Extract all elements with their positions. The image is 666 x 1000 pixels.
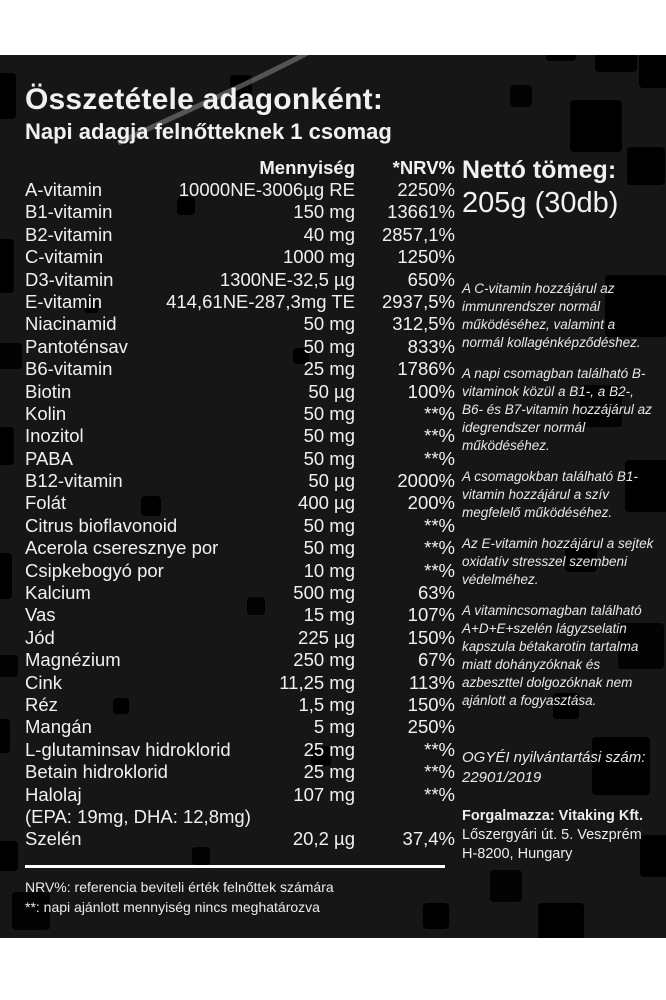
ingredient-name: B1-vitamin	[25, 201, 113, 223]
ingredient-name: Niacinamid	[25, 313, 117, 335]
ingredient-nrv: 833%	[407, 335, 455, 357]
page-title: Összetétele adagonként:	[25, 83, 384, 116]
ingredient-name: C-vitamin	[25, 246, 104, 268]
ingredient-name: B2-vitamin	[25, 223, 113, 245]
ingredient-amount: 40 mg	[303, 223, 355, 245]
ingredient-name: B12-vitamin	[25, 470, 123, 492]
health-claim: A napi csomagban található B-vitaminok közül a B1-, a B2-, B6- és B7-vitamin hozzájárul az idegrendszer normál működéséhez.	[462, 366, 652, 453]
ingredient-nrv: **%	[424, 783, 455, 805]
ingredient-amount: 1,5 mg	[298, 693, 355, 715]
distributor-name: Forgalmazza: Vitaking Kft.	[462, 808, 644, 824]
ingredient-name: Betain hidroklorid	[25, 761, 168, 783]
table-row	[25, 425, 455, 447]
ingredient-name: Cink	[25, 671, 63, 693]
table-row	[25, 694, 455, 716]
ingredient-nrv: **%	[424, 537, 455, 559]
table-row	[25, 537, 455, 559]
footnote: NRV%: referencia beviteli érték felnőttek számára	[25, 878, 334, 895]
ingredient-amount: 50 mg	[303, 402, 355, 424]
table-row	[25, 336, 455, 358]
ingredient-nrv: **%	[424, 514, 455, 536]
ingredient-nrv: 37,4%	[402, 828, 455, 850]
ingredient-name: Magnézium	[25, 649, 121, 671]
net-weight-block	[462, 155, 618, 221]
table-header-row	[25, 157, 455, 179]
ingredient-amount: 11,25 mg	[279, 671, 355, 693]
supplement-facts-section	[25, 83, 455, 917]
footnote: **: napi ajánlott mennyiség nincs meghatározva	[25, 898, 320, 915]
ingredient-name: Kolin	[25, 402, 67, 424]
table-row	[25, 604, 455, 626]
distributor-address-line1: Lőszergyári út. 5. Veszprém	[462, 827, 642, 843]
table-row	[25, 201, 455, 223]
ingredient-amount: 50 mg	[303, 447, 355, 469]
distributor-address-line2: H-8200, Hungary	[462, 846, 573, 862]
ingredient-amount: 25 mg	[303, 358, 355, 380]
ingredient-nrv: **%	[424, 738, 455, 760]
ingredient-amount: 50 mg	[303, 313, 355, 335]
product-label	[0, 55, 666, 938]
ingredient-nrv: 2250%	[397, 179, 455, 200]
health-claim: A vitamincsomagban található A+D+E+szelén lágyzselatin kapszula bétakarotin tartalma miatt dohányzóknak és azbeszttel dolgozóknak nem ajánlott a fogyasztása.	[462, 603, 642, 708]
ingredient-amount: 225 µg	[298, 626, 355, 648]
ingredient-name: Halolaj	[25, 783, 82, 805]
ingredient-nrv: 2857,1%	[381, 223, 455, 245]
table-row	[25, 470, 455, 492]
ingredient-nrv: 13661%	[387, 201, 455, 223]
table-row	[25, 672, 455, 694]
ingredient-name: Pantoténsav	[25, 335, 128, 357]
table-row	[25, 716, 455, 738]
ingredient-amount: 50 mg	[303, 537, 355, 559]
health-claim: A C-vitamin hozzájárul az immunrendszer normál működéséhez, valamint a normál kollagénképződéshez.	[462, 281, 641, 350]
ingredient-nrv: **%	[424, 402, 455, 424]
ingredient-nrv: 312,5%	[392, 313, 455, 335]
table-row	[25, 246, 455, 268]
ingredients-table-body	[25, 179, 455, 851]
ingredient-nrv: 113%	[409, 671, 455, 693]
ingredient-nrv: 150%	[407, 693, 455, 715]
ingredient-nrv: **%	[424, 559, 455, 581]
table-divider	[25, 865, 445, 868]
ingredient-name: E-vitamin	[25, 290, 103, 312]
table-row	[25, 492, 455, 514]
ingredient-amount: 5 mg	[313, 716, 355, 738]
ingredient-name: Csipkebogyó por	[25, 559, 164, 581]
table-row	[25, 761, 455, 783]
ingredient-name: Acerola cseresznye por	[25, 537, 219, 559]
table-row	[25, 381, 455, 403]
table-row	[25, 403, 455, 425]
ingredient-nrv: **%	[424, 761, 455, 783]
ingredient-amount: 25 mg	[303, 761, 355, 783]
ingredient-amount: 1300NE-32,5 µg	[219, 268, 355, 290]
health-claim: A csomagokban található B1-vitamin hozzájárul a szív megfelelő működéséhez.	[462, 469, 638, 520]
table-row	[25, 291, 455, 313]
health-claim: Az E-vitamin hozzájárul a sejtek oxidatív stresszel szembeni védelméhez.	[462, 536, 654, 587]
table-row	[25, 806, 455, 828]
ingredient-amount: 15 mg	[303, 604, 355, 626]
ingredient-nrv: 200%	[407, 492, 455, 514]
ingredient-name: Jód	[25, 626, 55, 648]
ingredient-nrv: 2937,5%	[381, 290, 455, 312]
ingredient-name: Réz	[25, 693, 58, 715]
ingredient-amount: 50 µg	[308, 380, 355, 402]
table-row	[25, 313, 455, 335]
ingredient-name: L-glutaminsav hidroklorid	[25, 738, 231, 760]
table-row	[25, 179, 455, 201]
ingredient-amount: 50 mg	[303, 335, 355, 357]
footnotes	[25, 877, 455, 917]
serving-subtitle: Napi adagja felnőtteknek 1 csomag	[25, 119, 392, 144]
ingredient-amount: 50 mg	[303, 425, 355, 447]
ingredient-nrv: **%	[424, 425, 455, 447]
ingredient-name: PABA	[25, 447, 73, 469]
table-row	[25, 627, 455, 649]
ingredient-name: A-vitamin	[25, 179, 103, 200]
ingredient-amount: 250 mg	[293, 649, 355, 671]
ingredient-amount: 500 mg	[293, 582, 355, 604]
table-row	[25, 515, 455, 537]
ingredient-amount: 50 mg	[303, 514, 355, 536]
ingredient-name: Mangán	[25, 716, 92, 738]
net-weight-label: Nettó tömeg:	[462, 156, 617, 184]
ingredient-amount: 25 mg	[303, 738, 355, 760]
ingredient-name: Kalcium	[25, 582, 91, 604]
ingredient-nrv: 650%	[407, 268, 455, 290]
ingredient-nrv: 250%	[407, 716, 455, 738]
ingredient-nrv: 2000%	[397, 470, 455, 492]
table-row	[25, 448, 455, 470]
ingredient-nrv: 67%	[417, 649, 455, 671]
ingredient-nrv: 1786%	[397, 358, 455, 380]
ingredient-name: Folát	[25, 492, 67, 514]
health-claims	[462, 280, 658, 723]
amount-column-header: Mennyiség	[259, 157, 355, 178]
ingredient-amount: 50 µg	[308, 470, 355, 492]
registration-number: OGYÉI nyilvántartási szám: 22901/2019	[462, 749, 646, 786]
ingredient-amount: 1000 mg	[283, 246, 355, 268]
ingredient-amount: 414,61NE-287,3mg TE	[166, 290, 355, 312]
ingredient-name: Vas	[25, 604, 56, 626]
table-row	[25, 649, 455, 671]
distributor-block	[462, 807, 662, 864]
ingredient-name: Inozitol	[25, 425, 84, 447]
ingredient-amount: 150 mg	[293, 201, 355, 223]
ingredient-name: (EPA: 19mg, DHA: 12,8mg)	[25, 805, 251, 827]
ingredient-amount: 20,2 µg	[292, 828, 355, 850]
table-row	[25, 739, 455, 761]
ingredient-nrv: 107%	[407, 604, 455, 626]
ingredient-amount: 400 µg	[298, 492, 355, 514]
ingredient-name: B6-vitamin	[25, 358, 113, 380]
net-weight-value: 205g (30db)	[462, 187, 619, 219]
ingredient-nrv: 63%	[417, 582, 455, 604]
ingredient-amount: 10000NE-3006µg RE	[178, 179, 355, 200]
table-row	[25, 560, 455, 582]
ingredient-nrv: 1250%	[397, 246, 455, 268]
ingredient-name: Szelén	[25, 828, 82, 850]
table-row	[25, 582, 455, 604]
table-row	[25, 224, 455, 246]
table-row	[25, 269, 455, 291]
ingredient-nrv: 100%	[407, 380, 455, 402]
table-row	[25, 784, 455, 806]
nrv-column-header: *NRV%	[392, 157, 455, 178]
table-row	[25, 828, 455, 850]
ingredient-name: Biotin	[25, 380, 72, 402]
ingredient-name: D3-vitamin	[25, 268, 114, 290]
ingredient-name: Citrus bioflavonoid	[25, 514, 178, 536]
ingredient-amount: 107 mg	[293, 783, 355, 805]
ingredient-amount: 10 mg	[303, 559, 355, 581]
table-row	[25, 358, 455, 380]
ingredient-nrv: **%	[424, 447, 455, 469]
ingredient-nrv: 150%	[407, 626, 455, 648]
